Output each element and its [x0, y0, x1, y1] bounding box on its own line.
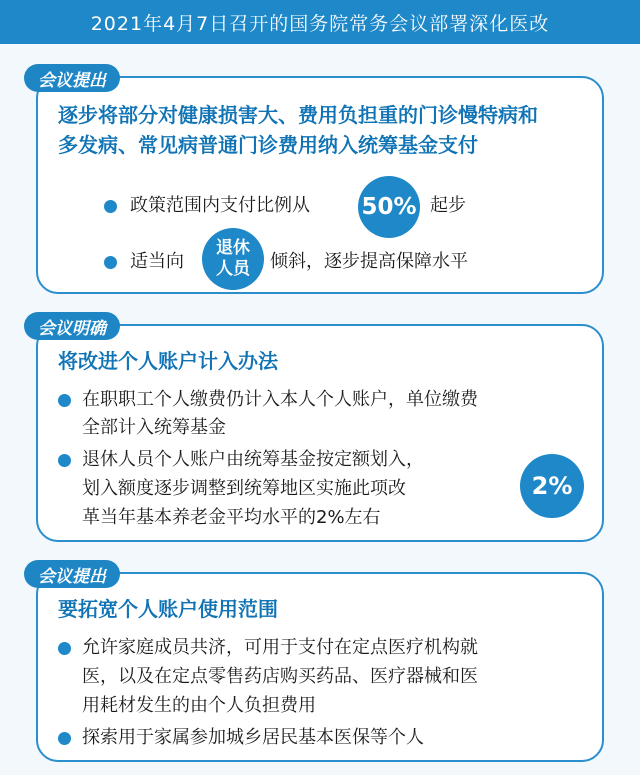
- card-tag: 会议明确: [24, 312, 120, 340]
- bullet-dot-icon: [58, 454, 71, 467]
- bullet-text-line: 革当年基本养老金平均水平的2%左右: [82, 507, 381, 528]
- retired-badge-line-1: 退休: [216, 238, 250, 258]
- card-subtitle-line-2: 多发病、常见病普通门诊费用纳入统筹基金支付: [58, 133, 478, 157]
- card-clarification-account: [36, 318, 604, 542]
- card-proposal-usage: [36, 566, 604, 762]
- bullet-text-line: 全部计入统筹基金: [82, 417, 226, 438]
- bullet-text-line: 医，以及在定点零售药店购买药品、医疗器械和医: [82, 666, 478, 687]
- bullet-dot-icon: [58, 394, 71, 407]
- retired-badge: [202, 228, 264, 290]
- bullet-dot-icon: [58, 732, 71, 745]
- card-tag: 会议提出: [24, 560, 120, 588]
- bullet-text-line: 划入额度逐步调整到统筹地区实施此项改: [82, 478, 406, 499]
- card-subtitle: 要拓宽个人账户使用范围: [58, 597, 278, 621]
- bullet-text-line: 在职职工个人缴费仍计入本人个人账户，单位缴费: [82, 389, 478, 410]
- card-subtitle-line-1: 逐步将部分对健康损害大、费用负担重的门诊慢特病和: [58, 103, 538, 127]
- retired-badge-line-2: 人员: [216, 259, 250, 279]
- card-tag: 会议提出: [24, 64, 120, 92]
- page-header: [0, 0, 640, 44]
- bullet-text-line: 退休人员个人账户由统筹基金按定额划入，: [82, 449, 424, 470]
- bullet-text: 适当向: [130, 251, 184, 272]
- pension-ratio-badge: [520, 454, 584, 518]
- payment-ratio-value: 50%: [361, 194, 417, 220]
- bullet-dot-icon: [104, 200, 117, 213]
- page-title: 2021年4月7日召开的国务院常务会议部署深化医改: [90, 12, 550, 35]
- bullet-dot-icon: [104, 256, 117, 269]
- card-proposal-outpatient: [36, 70, 604, 294]
- bullet-text: 起步: [430, 195, 466, 216]
- bullet-text: 政策范围内支付比例从: [130, 195, 310, 216]
- bullet-text-line: 探索用于家属参加城乡居民基本医保等个人: [82, 727, 424, 748]
- payment-ratio-badge: [358, 176, 420, 238]
- bullet-text: 倾斜，逐步提高保障水平: [270, 251, 468, 272]
- bullet-text-line: 用耗材发生的由个人负担费用: [82, 695, 316, 716]
- bullet-dot-icon: [58, 642, 71, 655]
- bullet-text-line: 允许家庭成员共济，可用于支付在定点医疗机构就: [82, 637, 478, 658]
- pension-ratio-value: 2%: [531, 472, 573, 500]
- card-subtitle: 将改进个人账户计入办法: [58, 349, 278, 373]
